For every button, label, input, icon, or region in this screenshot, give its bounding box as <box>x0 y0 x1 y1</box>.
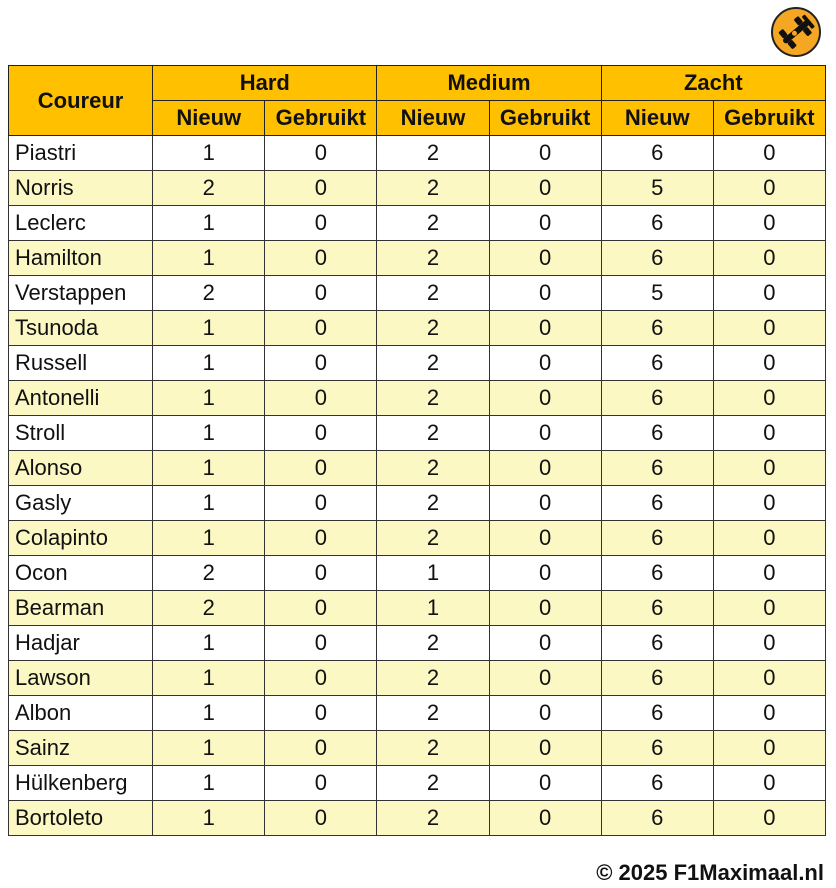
hard-used-cell: 0 <box>265 311 377 346</box>
hard-new-cell: 1 <box>153 416 265 451</box>
medium-used-cell: 0 <box>489 451 601 486</box>
hard-new-cell: 1 <box>153 486 265 521</box>
driver-name-cell: Colapinto <box>9 521 153 556</box>
table-row <box>9 731 826 766</box>
medium-new-cell: 2 <box>377 486 489 521</box>
hard-used-cell: 0 <box>265 416 377 451</box>
driver-name-cell: Bearman <box>9 591 153 626</box>
medium-used-cell: 0 <box>489 241 601 276</box>
driver-name-cell: Leclerc <box>9 206 153 241</box>
soft-used-cell: 0 <box>713 451 825 486</box>
hard-used-cell: 0 <box>265 521 377 556</box>
soft-new-cell: 5 <box>601 171 713 206</box>
subheader-medium-used: Gebruikt <box>489 101 601 136</box>
hard-new-cell: 1 <box>153 661 265 696</box>
table-row <box>9 311 826 346</box>
soft-used-cell: 0 <box>713 136 825 171</box>
hard-used-cell: 0 <box>265 451 377 486</box>
hard-new-cell: 1 <box>153 206 265 241</box>
copyright-notice: © 2025 F1Maximaal.nl <box>596 860 824 885</box>
soft-new-cell: 6 <box>601 381 713 416</box>
hard-new-cell: 1 <box>153 381 265 416</box>
medium-used-cell: 0 <box>489 381 601 416</box>
medium-new-cell: 2 <box>377 626 489 661</box>
medium-new-cell: 2 <box>377 276 489 311</box>
driver-name-cell: Tsunoda <box>9 311 153 346</box>
hard-used-cell: 0 <box>265 556 377 591</box>
soft-used-cell: 0 <box>713 731 825 766</box>
hard-new-cell: 1 <box>153 136 265 171</box>
soft-new-cell: 6 <box>601 731 713 766</box>
soft-new-cell: 6 <box>601 486 713 521</box>
hard-new-cell: 1 <box>153 311 265 346</box>
table-row <box>9 206 826 241</box>
medium-new-cell: 2 <box>377 136 489 171</box>
medium-new-cell: 2 <box>377 521 489 556</box>
hard-used-cell: 0 <box>265 731 377 766</box>
medium-used-cell: 0 <box>489 801 601 836</box>
driver-name-cell: Albon <box>9 696 153 731</box>
table-row <box>9 626 826 661</box>
subheader-hard-used: Gebruikt <box>265 101 377 136</box>
soft-used-cell: 0 <box>713 591 825 626</box>
driver-name-cell: Hülkenberg <box>9 766 153 801</box>
tyre-allocation-table <box>8 65 826 836</box>
hard-new-cell: 1 <box>153 731 265 766</box>
soft-used-cell: 0 <box>713 276 825 311</box>
soft-used-cell: 0 <box>713 521 825 556</box>
hard-new-cell: 2 <box>153 276 265 311</box>
driver-name-cell: Hadjar <box>9 626 153 661</box>
soft-new-cell: 6 <box>601 521 713 556</box>
hard-used-cell: 0 <box>265 801 377 836</box>
medium-used-cell: 0 <box>489 311 601 346</box>
hard-new-cell: 2 <box>153 591 265 626</box>
driver-name-cell: Hamilton <box>9 241 153 276</box>
hard-new-cell: 2 <box>153 171 265 206</box>
medium-new-cell: 2 <box>377 766 489 801</box>
table-row <box>9 276 826 311</box>
table-row <box>9 416 826 451</box>
soft-new-cell: 6 <box>601 696 713 731</box>
hard-new-cell: 1 <box>153 696 265 731</box>
hard-used-cell: 0 <box>265 591 377 626</box>
soft-new-cell: 6 <box>601 416 713 451</box>
subheader-medium-new: Nieuw <box>377 101 489 136</box>
medium-used-cell: 0 <box>489 521 601 556</box>
driver-name-cell: Alonso <box>9 451 153 486</box>
medium-used-cell: 0 <box>489 591 601 626</box>
table-row <box>9 241 826 276</box>
hard-new-cell: 1 <box>153 521 265 556</box>
soft-used-cell: 0 <box>713 241 825 276</box>
table-row <box>9 346 826 381</box>
hard-used-cell: 0 <box>265 766 377 801</box>
medium-used-cell: 0 <box>489 276 601 311</box>
hard-used-cell: 0 <box>265 381 377 416</box>
soft-used-cell: 0 <box>713 346 825 381</box>
driver-name-cell: Stroll <box>9 416 153 451</box>
table-row <box>9 696 826 731</box>
table-row <box>9 451 826 486</box>
medium-used-cell: 0 <box>489 766 601 801</box>
medium-new-cell: 2 <box>377 311 489 346</box>
medium-used-cell: 0 <box>489 416 601 451</box>
hard-new-cell: 1 <box>153 766 265 801</box>
driver-name-cell: Verstappen <box>9 276 153 311</box>
medium-used-cell: 0 <box>489 556 601 591</box>
soft-used-cell: 0 <box>713 661 825 696</box>
subheader-hard-new: Nieuw <box>153 101 265 136</box>
hard-used-cell: 0 <box>265 346 377 381</box>
medium-new-cell: 2 <box>377 171 489 206</box>
hard-used-cell: 0 <box>265 136 377 171</box>
medium-used-cell: 0 <box>489 346 601 381</box>
table-body <box>9 136 826 836</box>
medium-used-cell: 0 <box>489 171 601 206</box>
soft-new-cell: 6 <box>601 451 713 486</box>
medium-used-cell: 0 <box>489 486 601 521</box>
medium-used-cell: 0 <box>489 626 601 661</box>
medium-new-cell: 2 <box>377 661 489 696</box>
soft-used-cell: 0 <box>713 696 825 731</box>
soft-new-cell: 6 <box>601 556 713 591</box>
soft-used-cell: 0 <box>713 486 825 521</box>
soft-used-cell: 0 <box>713 171 825 206</box>
soft-used-cell: 0 <box>713 311 825 346</box>
soft-new-cell: 6 <box>601 206 713 241</box>
hard-used-cell: 0 <box>265 486 377 521</box>
medium-new-cell: 2 <box>377 731 489 766</box>
soft-used-cell: 0 <box>713 801 825 836</box>
table-row <box>9 661 826 696</box>
soft-new-cell: 6 <box>601 626 713 661</box>
driver-name-cell: Antonelli <box>9 381 153 416</box>
table-row <box>9 766 826 801</box>
hard-new-cell: 2 <box>153 556 265 591</box>
driver-name-cell: Bortoleto <box>9 801 153 836</box>
medium-new-cell: 1 <box>377 556 489 591</box>
table-row <box>9 556 826 591</box>
hard-used-cell: 0 <box>265 626 377 661</box>
soft-new-cell: 6 <box>601 136 713 171</box>
medium-new-cell: 2 <box>377 696 489 731</box>
soft-used-cell: 0 <box>713 556 825 591</box>
driver-name-cell: Ocon <box>9 556 153 591</box>
medium-used-cell: 0 <box>489 661 601 696</box>
subheader-soft-new: Nieuw <box>601 101 713 136</box>
soft-new-cell: 6 <box>601 241 713 276</box>
medium-used-cell: 0 <box>489 696 601 731</box>
medium-new-cell: 2 <box>377 451 489 486</box>
column-header-soft: Zacht <box>601 66 825 101</box>
hard-used-cell: 0 <box>265 661 377 696</box>
table-row <box>9 801 826 836</box>
medium-new-cell: 2 <box>377 381 489 416</box>
medium-used-cell: 0 <box>489 206 601 241</box>
table-row <box>9 591 826 626</box>
soft-new-cell: 6 <box>601 661 713 696</box>
hard-new-cell: 1 <box>153 626 265 661</box>
hard-used-cell: 0 <box>265 241 377 276</box>
subheader-soft-used: Gebruikt <box>713 101 825 136</box>
medium-new-cell: 1 <box>377 591 489 626</box>
table-row <box>9 136 826 171</box>
driver-name-cell: Sainz <box>9 731 153 766</box>
column-header-hard: Hard <box>153 66 377 101</box>
medium-used-cell: 0 <box>489 136 601 171</box>
driver-name-cell: Russell <box>9 346 153 381</box>
f1-car-logo-icon <box>770 6 822 58</box>
soft-new-cell: 6 <box>601 766 713 801</box>
table-row <box>9 521 826 556</box>
column-header-driver: Coureur <box>9 66 153 136</box>
table-row <box>9 486 826 521</box>
hard-used-cell: 0 <box>265 171 377 206</box>
hard-new-cell: 1 <box>153 451 265 486</box>
hard-new-cell: 1 <box>153 801 265 836</box>
table-row <box>9 381 826 416</box>
table-row <box>9 171 826 206</box>
driver-name-cell: Gasly <box>9 486 153 521</box>
hard-new-cell: 1 <box>153 346 265 381</box>
driver-name-cell: Lawson <box>9 661 153 696</box>
driver-name-cell: Piastri <box>9 136 153 171</box>
medium-new-cell: 2 <box>377 416 489 451</box>
soft-new-cell: 5 <box>601 276 713 311</box>
soft-new-cell: 6 <box>601 591 713 626</box>
soft-new-cell: 6 <box>601 311 713 346</box>
soft-used-cell: 0 <box>713 626 825 661</box>
hard-used-cell: 0 <box>265 696 377 731</box>
driver-name-cell: Norris <box>9 171 153 206</box>
medium-used-cell: 0 <box>489 731 601 766</box>
medium-new-cell: 2 <box>377 241 489 276</box>
medium-new-cell: 2 <box>377 206 489 241</box>
soft-new-cell: 6 <box>601 801 713 836</box>
soft-used-cell: 0 <box>713 416 825 451</box>
hard-new-cell: 1 <box>153 241 265 276</box>
soft-used-cell: 0 <box>713 381 825 416</box>
medium-new-cell: 2 <box>377 346 489 381</box>
hard-used-cell: 0 <box>265 206 377 241</box>
hard-used-cell: 0 <box>265 276 377 311</box>
medium-new-cell: 2 <box>377 801 489 836</box>
soft-used-cell: 0 <box>713 206 825 241</box>
soft-new-cell: 6 <box>601 346 713 381</box>
column-header-medium: Medium <box>377 66 601 101</box>
soft-used-cell: 0 <box>713 766 825 801</box>
